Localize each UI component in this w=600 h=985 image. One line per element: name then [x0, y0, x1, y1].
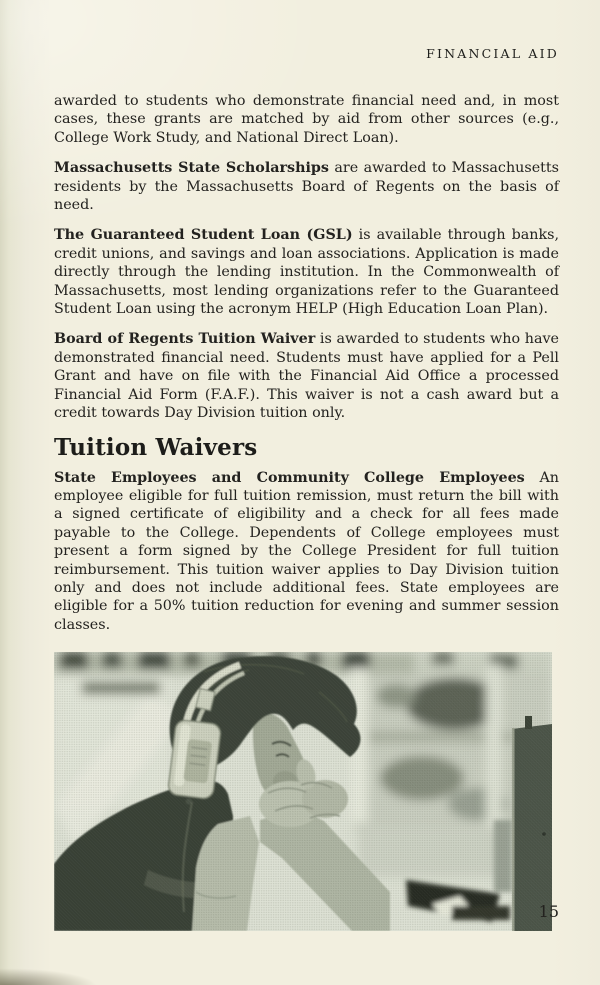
paragraph-text: An employee eligible for full tuition remission, must return the bill with a signed certificate of eligibility and a check for all fees made payable to the College. Dependents of College employees must present a form signed by the College President for full tuition reimbursement. This tuition waiver applies to Day Division tuition only and does not include additional fees. State employees are eligible for a 50% tuition reduction for evening and summer session classes.	[54, 469, 560, 633]
photo-figure	[54, 652, 552, 931]
screen-grid-overlay	[54, 652, 552, 931]
paragraph-lead: State Employees and Community College Employees	[54, 469, 525, 486]
paragraph-text: is awarded to students who have demonstrated financial need. Students must have applied for a Pell Grant and have on file with the Financial Aid Office a processed Financial Aid Form (F.A.F.). This waiver is not a cash award but a credit towards Day Division tuition only.	[54, 331, 560, 422]
paragraph-text: is available through banks, credit unions, and savings and loan associations. Application is made directly through the lending institution. In the Commonwealth of Massachusetts, most lending organizations refer to the Guaranteed Student Loan using the acronym HELP (High Education Loan Plan).	[54, 227, 559, 318]
body-paragraph	[54, 159, 559, 214]
student-photo	[54, 652, 552, 931]
section-heading: Tuition Waivers	[54, 433, 258, 461]
body-paragraph	[54, 226, 559, 318]
paragraph-lead: Board of Regents Tuition Waiver	[54, 331, 316, 348]
body-paragraph	[54, 469, 559, 635]
page-number: 15	[538, 902, 559, 921]
paragraph-lead: The Guaranteed Student Loan (GSL)	[54, 227, 353, 244]
paragraph-lead: Massachusetts State Scholarships	[54, 160, 329, 177]
paragraph-text: awarded to students who demonstrate financial need and, in most cases, these grants are matched by aid from other sources (e.g., College Work Study, and National Direct Loan).	[54, 93, 559, 146]
running-header: FINANCIAL AID	[426, 46, 559, 61]
paragraph-text: are awarded to Massachusetts residents by the Massachusetts Board of Regents on the basis of need.	[54, 160, 559, 214]
body-paragraph	[54, 330, 559, 422]
page-content	[54, 92, 559, 931]
body-paragraph	[54, 92, 559, 147]
